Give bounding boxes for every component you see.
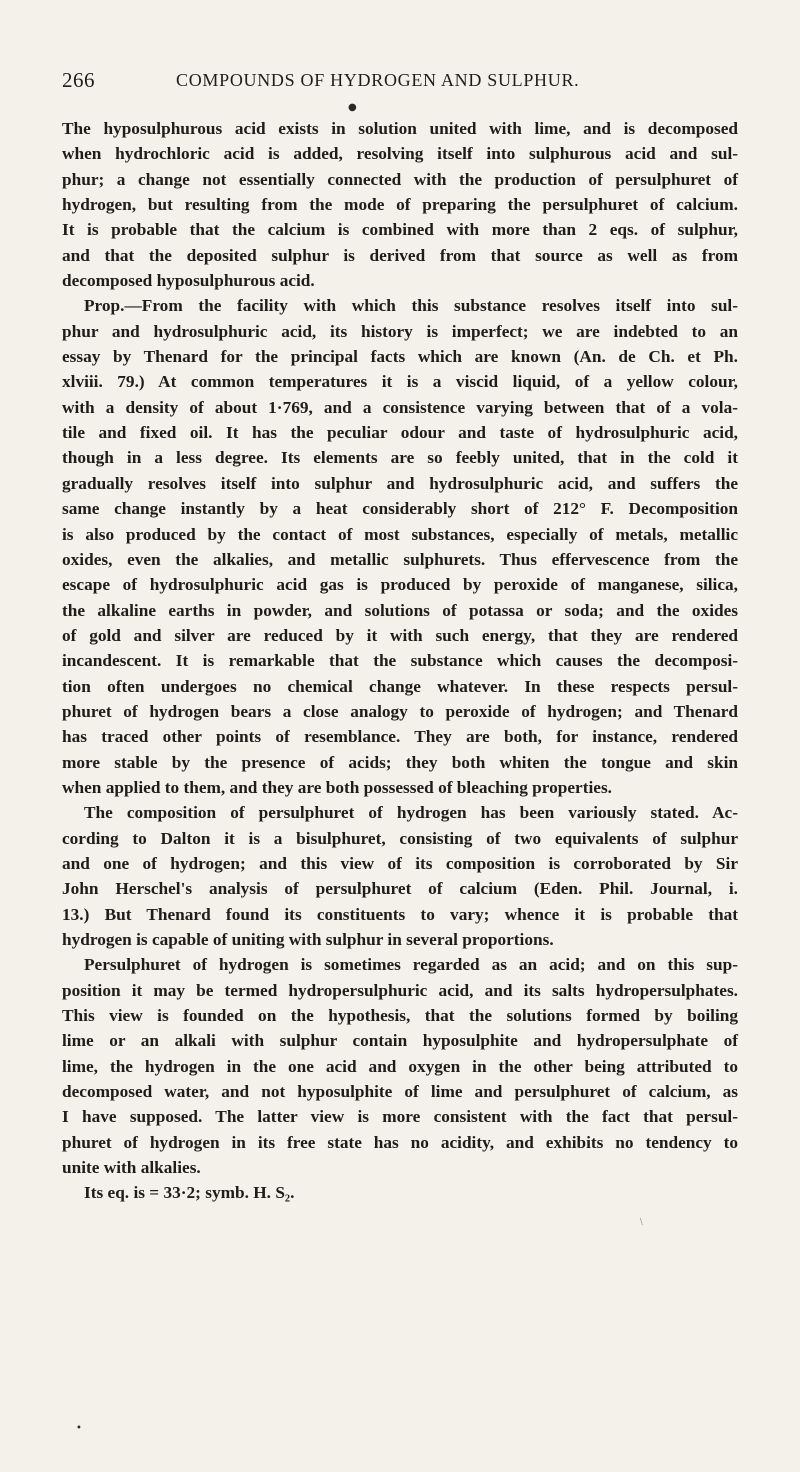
- text-line: The composition of persulphuret of hydrogen has been variously stated. Ac-: [84, 803, 738, 823]
- text-line: of gold and silver are reduced by it with such energy, that they are rendered: [62, 625, 738, 645]
- text-line: I have supposed. The latter view is more consistent with the fact that persul-: [62, 1107, 738, 1127]
- text-line: is also produced by the contact of most substances, especially of metals, metallic: [62, 524, 738, 544]
- text-line: more stable by the presence of acids; they both whiten the tongue and skin: [62, 752, 738, 772]
- text-line: cording to Dalton it is a bisulphuret, consisting of two equivalents of sulphur: [62, 828, 738, 848]
- text-line: decomposed water, and not hyposulphite of lime and persulphuret of calcium, as: [62, 1082, 738, 1102]
- text-line: phur and hydrosulphuric acid, its history is imperfect; we are indebted to an: [62, 321, 738, 341]
- text-line: Prop.—From the facility with which this substance resolves itself into sul-: [84, 296, 738, 316]
- text-line: essay by Thenard for the principal facts which are known (An. de Ch. et Ph.: [62, 347, 738, 367]
- text-line: tion often undergoes no chemical change whatever. In these respects persul-: [62, 676, 738, 696]
- text-line: escape of hydrosulphuric acid gas is produced by peroxide of manganese, silica,: [62, 575, 738, 595]
- text-line: and one of hydrogen; and this view of its composition is corroborated by Sir: [62, 853, 738, 873]
- text-line: with a density of about 1·769, and a consistence varying between that of a vola-: [62, 397, 738, 417]
- text-line: when applied to them, and they are both possessed of bleaching properties.: [62, 777, 613, 797]
- text-line: decomposed hyposulphurous acid.: [62, 271, 315, 291]
- page-header: [62, 68, 738, 102]
- text-line: position it may be termed hydropersulphuric acid, and its salts hydropersulphates.: [62, 980, 738, 1000]
- text-line: unite with alkalies.: [62, 1158, 201, 1178]
- page-number: 266: [62, 68, 95, 92]
- text-line: phuret of hydrogen bears a close analogy to peroxide of hydrogen; and Thenard: [62, 701, 738, 721]
- text-line: phur; a change not essentially connected with the production of persulphuret of: [62, 169, 738, 189]
- text-line: same change instantly by a heat considerably short of 212° F. Decomposition: [62, 499, 738, 519]
- text-line: the alkaline earths in powder, and solutions of potassa or soda; and the oxides: [62, 600, 738, 620]
- text-line: hydrogen is capable of uniting with sulphur in several proportions.: [62, 930, 554, 949]
- ink-mark: \: [640, 1217, 643, 1226]
- text-line: 13.) But Thenard found its constituents to vary; whence it is probable that: [62, 904, 738, 924]
- text-line: Its eq. is = 33·2; symb. H. S₂.: [84, 1183, 295, 1203]
- text-line: It is probable that the calcium is combined with more than 2 eqs. of sulphur,: [62, 220, 738, 240]
- text-line: when hydrochloric acid is added, resolving itself into sulphurous acid and sul-: [62, 144, 738, 164]
- text-line: hydrogen, but resulting from the mode of preparing the persulphuret of calcium.: [62, 195, 738, 215]
- text-line: tile and fixed oil. It has the peculiar odour and taste of hydrosulphuric acid,: [62, 423, 738, 443]
- running-head: COMPOUNDS OF HYDROGEN AND SULPHUR.: [176, 70, 580, 90]
- text-line: This view is founded on the hypothesis, that the solutions formed by boiling: [62, 1006, 738, 1026]
- body-text: [62, 116, 738, 1206]
- text-line: incandescent. It is remarkable that the substance which causes the decomposi-: [62, 651, 738, 671]
- text-line: The hyposulphurous acid exists in solution united with lime, and is decomposed: [62, 119, 738, 138]
- ink-mark: ●: [348, 102, 357, 113]
- text-line: lime or an alkali with sulphur contain hyposulphite and hydropersulphate of: [62, 1031, 738, 1051]
- text-line: lime, the hydrogen in the one acid and oxygen in the other being attributed to: [62, 1056, 738, 1076]
- text-line: and that the deposited sulphur is derived from that source as well as from: [62, 245, 738, 265]
- text-line: John Herschel's analysis of persulphuret of calcium (Eden. Phil. Journal, i.: [62, 879, 738, 899]
- text-line: phuret of hydrogen in its free state has no acidity, and exhibits no tendency to: [62, 1132, 738, 1152]
- text-line: gradually resolves itself into sulphur and hydrosulphuric acid, and suffers the: [62, 473, 738, 493]
- text-line: oxides, even the alkalies, and metallic sulphurets. Thus effervescence from the: [62, 549, 738, 569]
- text-line: xlviii. 79.) At common temperatures it is a viscid liquid, of a yellow colour,: [62, 372, 738, 392]
- text-line: though in a less degree. Its elements are so feebly united, that in the cold it: [62, 448, 738, 468]
- text-line: has traced other points of resemblance. They are both, for instance, rendered: [62, 727, 738, 747]
- text-line: Persulphuret of hydrogen is sometimes regarded as an acid; and on this sup-: [84, 955, 738, 975]
- ink-mark: •: [76, 1423, 82, 1434]
